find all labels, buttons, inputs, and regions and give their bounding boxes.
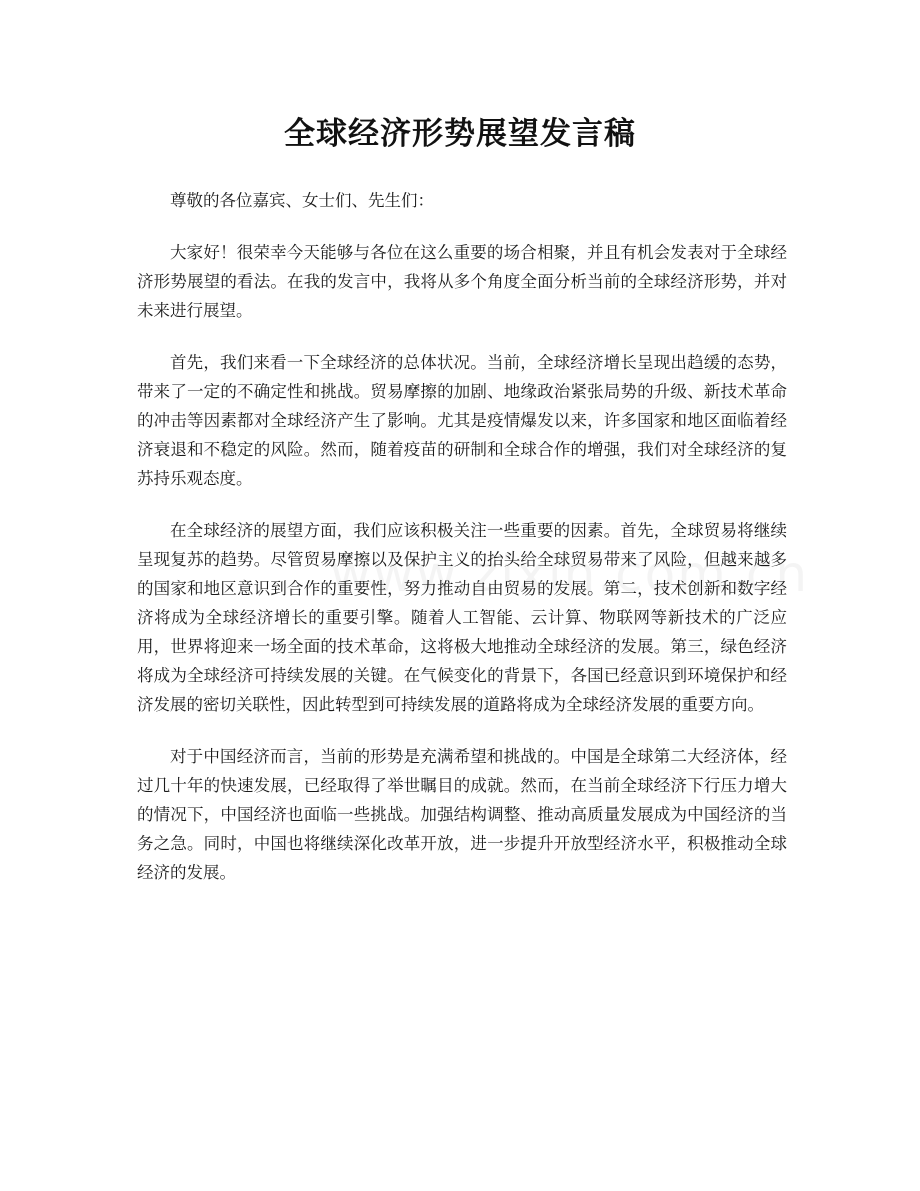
body-paragraph: 在全球经济的展望方面，我们应该积极关注一些重要的因素。首先，全球贸易将继续呈现复苏的趋势。尽管贸易摩擦以及保护主义的抬头给全球贸易带来了风险，但越来越多的国家和地区意识到合作的重要性，努力推动自由贸易的发展。第二，技术创新和数字经济将成为全球经济增长的重要引擎。随着人工智能、云计算、物联网等新技术的广泛应用，世界将迎来一场全面的技术革命，这将极大地推动全球经济的发展。第三，绿色经济将成为全球经济可持续发展的关键。在气候变化的背景下，各国已经意识到环境保护和经济发展的密切关联性，因此转型到可持续发展的道路将成为全球经济发展的重要方向。 (137, 521, 787, 714)
body-paragraph: 大家好！很荣幸今天能够与各位在这么重要的场合相聚，并且有机会发表对于全球经济形势展望的看法。在我的发言中，我将从多个角度全面分析当前的全球经济形势，并对未来进行展望。 (137, 243, 787, 320)
body-paragraph: 对于中国经济而言，当前的形势是充满希望和挑战的。中国是全球第二大经济体，经过几十年的快速发展，已经取得了举世瞩目的成就。然而，在当前全球经济下行压力增大的情况下，中国经济也面临一些挑战。加强结构调整、推动高质量发展成为中国经济的当务之急。同时，中国也将继续深化改革开放，进一步提升开放型经济水平，积极推动全球经济的发展。 (137, 747, 787, 882)
document-body (137, 186, 787, 910)
body-paragraph: 首先，我们来看一下全球经济的总体状况。当前，全球经济增长呈现出趋缓的态势，带来了一定的不确定性和挑战。贸易摩擦的加剧、地缘政治紧张局势的升级、新技术革命的冲击等因素都对全球经济产生了影响。尤其是疫情爆发以来，许多国家和地区面临着经济衰退和不稳定的风险。然而，随着疫苗的研制和全球合作的增强，我们对全球经济的复苏持乐观态度。 (137, 353, 787, 488)
document-title: 全球经济形势展望发言稿 (284, 116, 636, 152)
salutation-paragraph: 尊敬的各位嘉宾、女士们、先生们： (170, 191, 434, 210)
